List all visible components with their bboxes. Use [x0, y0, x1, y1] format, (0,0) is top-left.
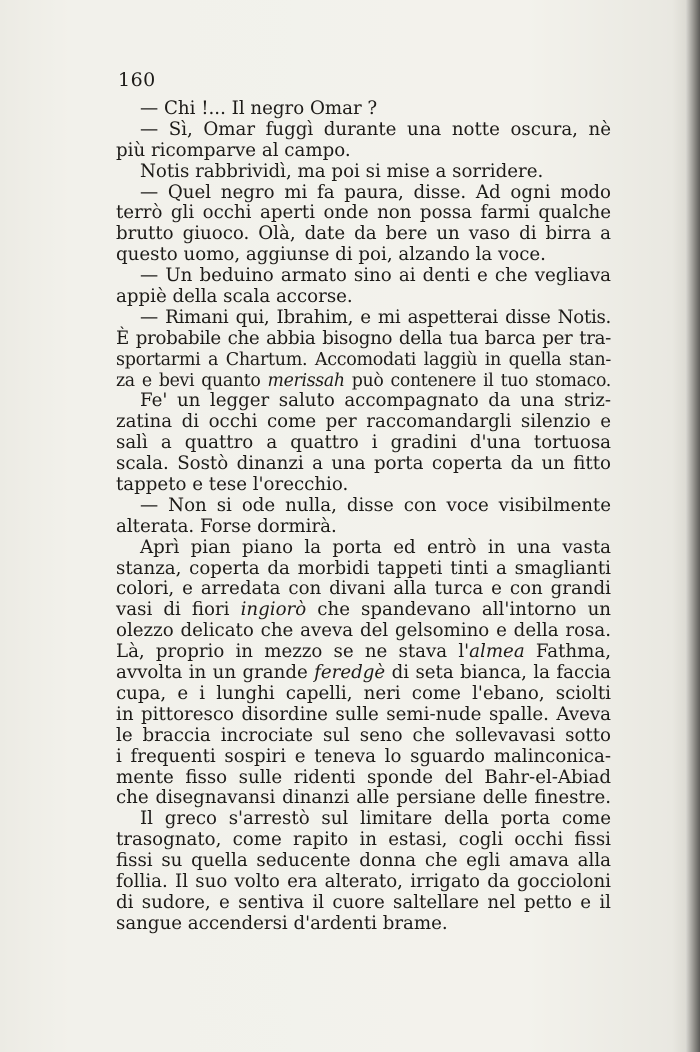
text-line: follia. Il suo volto era alterato, irrigato da goccioloni: [116, 870, 611, 892]
text-line: brutto giuoco. Olà, date da bere un vaso di birra a: [116, 223, 611, 245]
text-line: che disegnavansi dinanzi alle persiane delle finestre.: [116, 787, 611, 809]
text-line: appiè della scala accorse.: [116, 286, 353, 308]
body-text: [116, 99, 611, 935]
text-line: trasognato, come rapito in estasi, cogli occhi fissi: [116, 829, 611, 851]
text-line: olezzo delicato che aveva del gelsomino e della rosa.: [116, 620, 611, 642]
text-line: — Quel negro mi fa paura, disse. Ad ogni modo: [140, 181, 611, 203]
text-line: zatina di occhi come per raccomandargli silenzio e: [116, 411, 611, 433]
text-line: È probabile che abbia bisogno della tua barca per tra-: [116, 327, 611, 349]
text-line: terrò gli occhi aperti onde non possa farmi qualche: [116, 202, 611, 224]
text-line: in pittoresco disordine sulle semi-nude spalle. Aveva: [116, 703, 611, 725]
text-line: salì a quattro a quattro i gradini d'una tortuosa: [116, 432, 611, 454]
page-edge-shadow: [686, 0, 700, 1052]
text-line: — Un beduino armato sino ai denti e che vegliava: [140, 265, 611, 287]
text-line: vasi di fiori ingiorò che spandevano all'intorno un: [116, 599, 612, 621]
text-line: di sudore, e sentiva il cuore saltellare nel petto e il: [116, 891, 611, 913]
text-line: — Chi !... Il negro Omar ?: [140, 98, 378, 119]
page-number: 160: [118, 69, 156, 91]
text-line: mente fisso sulle ridenti sponde del Bahr-el-Abiad: [116, 766, 611, 788]
text-line: — Sì, Omar fuggì durante una notte oscura, nè: [140, 118, 611, 140]
text-line: fissi su quella seducente donna che egli amava alla: [116, 850, 611, 872]
text-line: cupa, e i lunghi capelli, neri come l'ebano, sciolti: [116, 682, 611, 704]
text-line: za e bevi quanto merissah può contenere il tuo stomaco.: [116, 370, 611, 391]
text-line: tappeto e tese l'orecchio.: [116, 474, 349, 496]
text-line: avvolta in un grande feredgè di seta bianca, la faccia: [116, 662, 611, 684]
text-line: più ricomparve al campo.: [116, 139, 351, 161]
text-line: Aprì pian piano la porta ed entrò in una vasta: [140, 536, 611, 558]
text-line: i frequenti sospiri e teneva lo sguardo malinconica-: [116, 745, 611, 767]
text-line: colori, e arredata con divani alla turca e con grandi: [116, 578, 611, 600]
text-line: sangue accendersi d'ardenti brame.: [116, 912, 448, 934]
text-line: stanza, coperta da morbidi tappeti tinti a smaglianti: [116, 557, 611, 579]
text-line: le braccia incrociate sul seno che sollevavasi sotto: [116, 724, 611, 746]
text-line: alterata. Forse dormirà.: [116, 515, 337, 537]
text-line: Il greco s'arrestò sul limitare della porta come: [140, 808, 611, 830]
text-line: sportarmi a Chartum. Accomodati laggiù in quella stan-: [116, 349, 611, 370]
text-line: questo uomo, aggiunse di poi, alzando la voce.: [116, 244, 546, 266]
text-line: — Non si ode nulla, disse con voce visibilmente: [140, 494, 611, 516]
text-line: — Rimani qui, Ibrahim, e mi aspetterai disse Notis.: [140, 306, 611, 328]
text-line: Fe' un legger saluto accompagnato da una striz-: [140, 390, 611, 412]
text-line: Là, proprio in mezzo se ne stava l'almea Fathma,: [116, 641, 611, 663]
text-line: scala. Sostò dinanzi a una porta coperta da un fitto: [116, 453, 611, 475]
text-line: Notis rabbrividì, ma poi si mise a sorridere.: [140, 160, 544, 182]
